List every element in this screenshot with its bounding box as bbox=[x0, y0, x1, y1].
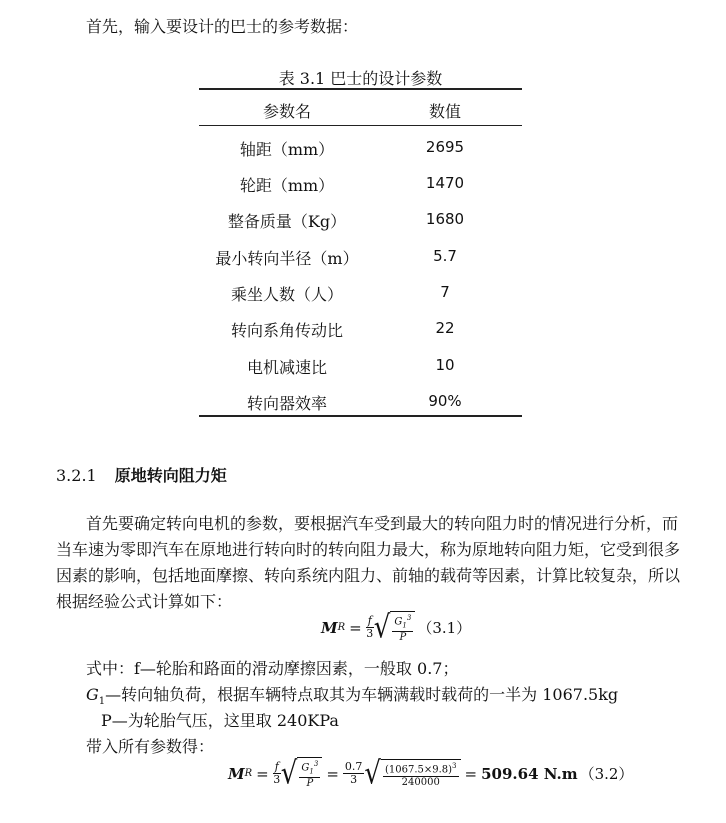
table-row-value: 1470 bbox=[425, 174, 465, 192]
table-row-value: 7 bbox=[440, 283, 450, 301]
table-row-value: 22 bbox=[435, 319, 455, 337]
eq-numerator: f bbox=[367, 614, 372, 628]
table-row-name: 轮距（mm） bbox=[239, 176, 335, 195]
table-header-value: 数值 bbox=[428, 102, 461, 121]
eq-denominator: 3 bbox=[350, 773, 358, 787]
section-heading bbox=[56, 463, 227, 486]
table-row-name: 转向器效率 bbox=[246, 394, 327, 413]
eq-fraction bbox=[273, 761, 281, 786]
def-f-line: 式中：f—轮胎和路面的滑动摩擦因素，一般取 0.7； bbox=[86, 659, 459, 678]
eq-subscript: 1 bbox=[309, 767, 314, 776]
eq-symbol: M bbox=[321, 618, 338, 637]
eq-denominator: 3 bbox=[366, 627, 374, 641]
equation-label: （3.2） bbox=[579, 765, 634, 784]
eq-numerator: 0.7 bbox=[344, 760, 363, 774]
eq-symbol: G bbox=[86, 685, 99, 704]
table-row-value: 2695 bbox=[425, 138, 465, 156]
section-title: 原地转向阻力矩 bbox=[114, 466, 227, 485]
table-row-name: 轴距（mm） bbox=[239, 140, 335, 159]
eq-sqrt: √ $\frac{(1067.5\times 9.8)^3}{240000}$ bbox=[364, 759, 460, 789]
section-number: 3.2.1 bbox=[56, 466, 97, 485]
eq-sqrt: √ $\frac{G_1^3}{P}$ bbox=[281, 757, 323, 790]
table-bottom-rule bbox=[199, 415, 522, 417]
table-row-name: 乘坐人数（人） bbox=[230, 285, 343, 304]
eq-subscript: 1 bbox=[98, 696, 106, 708]
eq-expression: (1067.5×9.8) bbox=[384, 763, 453, 775]
body-line: 当车速为零即汽车在原地进行转向时的转向阻力最大，称为原地转向阻力矩，它受到很多 bbox=[56, 540, 681, 559]
table-header-name: 参数名 bbox=[262, 102, 311, 121]
eq-symbol: P bbox=[399, 632, 407, 644]
eq-sqrt: √ $\frac{G_1^3}{P}$ bbox=[374, 611, 416, 644]
table-caption: 表 3.1 巴士的设计参数 bbox=[278, 69, 443, 88]
table-top-rule bbox=[199, 88, 522, 90]
eq-denominator: 3 bbox=[273, 773, 281, 787]
table-row-value: 90% bbox=[428, 392, 462, 410]
table-row-value: 10 bbox=[435, 356, 455, 374]
table-row-value: 1680 bbox=[425, 210, 465, 228]
eq-subscript: 1 bbox=[402, 621, 407, 630]
eq-symbol: P bbox=[306, 778, 314, 790]
def-text: —转向轴负荷，根据车辆特点取其为车辆满载时载荷的一半为 1067.5kg bbox=[105, 685, 619, 704]
eq-superscript: 3 bbox=[452, 761, 457, 770]
eq-denominator: 240000 bbox=[401, 776, 440, 788]
eq-fraction bbox=[343, 761, 365, 786]
body-line: 因素的影响，包括地面摩擦、转向系统内阻力、前轴的载荷等因素，计算比较复杂，所以 bbox=[56, 566, 681, 585]
eq-result: 509.64 N.m bbox=[481, 764, 578, 783]
def-p-line: P—为轮胎气压，这里取 240KPa bbox=[101, 711, 339, 730]
eq-fraction bbox=[366, 615, 374, 640]
equation-label: （3.1） bbox=[417, 619, 472, 638]
eq-superscript: 3 bbox=[406, 614, 412, 622]
eq-superscript: 3 bbox=[313, 760, 319, 768]
table-row-name: 电机减速比 bbox=[246, 358, 327, 377]
eq-symbol: G bbox=[301, 762, 310, 774]
table-row-name: 转向系角传动比 bbox=[230, 321, 343, 340]
body-line: 首先要确定转向电机的参数，要根据汽车受到最大的转向阻力时的情况进行分析，而 bbox=[86, 514, 679, 533]
table-row-name: 整备质量（Kg） bbox=[227, 212, 347, 231]
equation-3-2: M R = $\frac{f}{3}$ √ $\frac{G_1^3}{P}$ = $\frac{0.7}{3}$ √ $\frac{(1067.5\times 9.8)^3}{240000}$ = 509.64 N.m （3.2） bbox=[228, 755, 634, 792]
eq-subscript: R bbox=[337, 622, 346, 634]
body-line: 根据经验公式计算如下： bbox=[56, 592, 233, 611]
eq-subscript: R bbox=[244, 768, 253, 780]
intro-text: 首先，输入要设计的巴士的参考数据： bbox=[86, 17, 359, 36]
table-row-value: 5.7 bbox=[433, 247, 457, 265]
eq-symbol: M bbox=[228, 764, 245, 783]
equation-3-1: M R = $\frac{f}{3}$ √ $\frac{G_1^3}{P}$ （3.1） bbox=[321, 609, 472, 646]
eq-numerator: f bbox=[274, 760, 279, 774]
eq-symbol: G bbox=[394, 616, 403, 628]
table-header-rule bbox=[199, 125, 522, 126]
substitution-line: 带入所有参数得： bbox=[86, 737, 215, 756]
def-g-line bbox=[86, 682, 618, 707]
table-row-name: 最小转向半径（m） bbox=[215, 249, 359, 268]
